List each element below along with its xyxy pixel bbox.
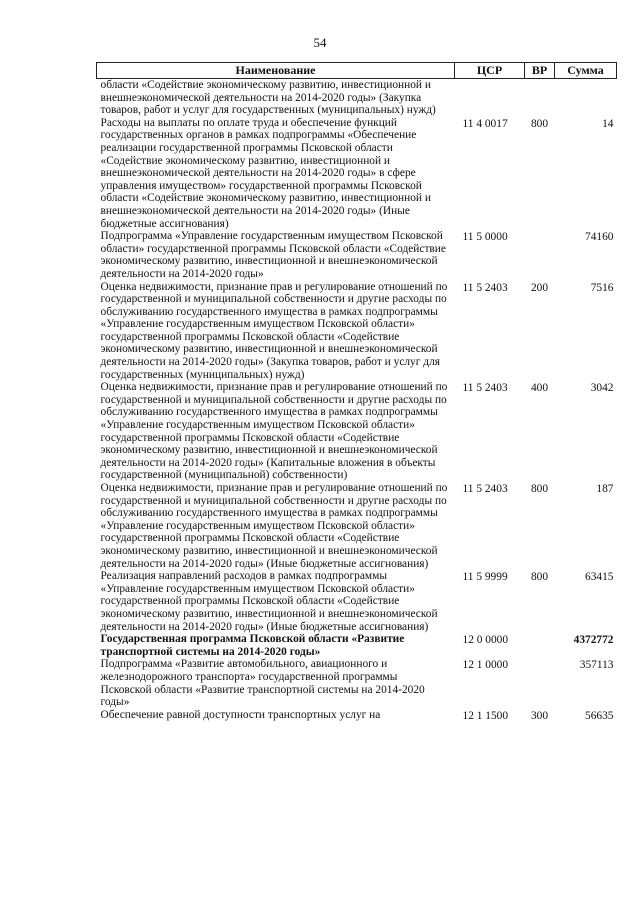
row-name: Реализация направлений расходов в рамках подпрограммы «Управление государственным имуществом Псковской области» государственной программы Псковской области «Содействие экономическому развитию, инвестиционной и внешнеэкономической деятельности на 2014-2020 годы» (Иные бюджетные ассигнования) bbox=[100, 570, 438, 633]
row-vr bbox=[525, 658, 555, 708]
row-name: области «Содействие экономическому развитию, инвестиционной и внешнеэкономической деятельности на 2014-2020 годы» (Закупка товаров, работ и услуг для государственных (муниципальных) нужд) bbox=[100, 79, 436, 117]
table-body bbox=[97, 79, 617, 723]
row-sum: 14 bbox=[602, 117, 614, 130]
row-sum: 4372772 bbox=[573, 634, 614, 647]
row-name: Оценка недвижимости, признание прав и регулирование отношений по государственной и муниципальной собственности и другие расходы по обслуживанию государственного имущества в рамках подпрограммы «Управление государственным имуществом Псковской области» государственной программы Псковской области «Содействие экономическому развитию, инвестиционной и внешнеэкономической деятельности на 2014-2020 годы» (Закупка товаров, работ и услуг для государственных (муниципальных) нужд) bbox=[100, 280, 448, 381]
budget-table bbox=[96, 62, 617, 722]
row-name: Обеспечение равной доступности транспортных услуг на bbox=[100, 708, 381, 721]
table-header bbox=[97, 63, 617, 79]
table-row bbox=[97, 658, 617, 708]
row-vr: 800 bbox=[530, 483, 549, 495]
row-sum: 56635 bbox=[585, 709, 614, 722]
row-name: Оценка недвижимости, признание прав и регулирование отношений по государственной и муниципальной собственности и другие расходы по обслуживанию государственного имущества в рамках подпрограммы «Управление государственным имуществом Псковской области» государственной программы Псковской области «Содействие экономическому развитию, инвестиционной и внешнеэкономической деятельности на 2014-2020 годы» (Капитальные вложения в объекты государственной (муниципальной) собственности) bbox=[100, 381, 448, 482]
table-row bbox=[97, 482, 617, 570]
row-name: Государственная программа Псковской области «Развитие транспортной системы на 2014-2020 годы» bbox=[100, 633, 405, 658]
row-vr: 300 bbox=[530, 709, 549, 722]
row-csr: 12 0 0000 bbox=[462, 634, 509, 647]
row-sum: 357113 bbox=[579, 659, 614, 672]
row-csr: 11 5 2403 bbox=[462, 281, 508, 294]
row-vr: 800 bbox=[530, 571, 549, 584]
header-csr: ЦСР bbox=[455, 63, 525, 79]
table-row bbox=[97, 633, 617, 658]
row-name: Расходы на выплаты по оплате труда и обеспечение функций государственных органов в рамках подпрограммы «Обеспечение реализации государственной программы Псковской области «Содействие экономическому развитию, инвестиционной и внешнеэкономической деятельности на 2014-2020 годы» в сфере управления имуществом» государственной программы Псковской области «Содействие экономическому развитию, инвестиционной и внешнеэкономической деятельности на 2014-2020 годы» (Иные бюджетные ассигнования) bbox=[100, 116, 431, 230]
table-row bbox=[97, 381, 617, 482]
table-row bbox=[97, 709, 617, 723]
row-name: Оценка недвижимости, признание прав и регулирование отношений по государственной и муниципальной собственности и другие расходы по обслуживанию государственного имущества в рамках подпрограммы «Управление государственным имуществом Псковской области» государственной программы Псковской области «Содействие экономическому развитию, инвестиционной и внешнеэкономической деятельности на 2014-2020 годы» (Иные бюджетные ассигнования) bbox=[100, 482, 448, 570]
row-csr: 11 5 2403 bbox=[462, 483, 508, 495]
row-vr bbox=[525, 633, 555, 658]
row-sum: 187 bbox=[596, 483, 614, 495]
header-sum: Сумма bbox=[555, 63, 617, 79]
row-name: Подпрограмма «Управление государственным имуществом Псковской области» государственной программы Псковской области «Содействие экономическому развитию, инвестиционной и внешнеэкономической деятельности на 2014-2020 годы» bbox=[100, 230, 446, 280]
table-row bbox=[97, 570, 617, 633]
row-vr: 800 bbox=[530, 117, 549, 130]
header-name: Наименование bbox=[97, 63, 455, 79]
header-vr: ВР bbox=[525, 63, 555, 79]
page-number: 54 bbox=[313, 35, 327, 50]
row-csr: 11 5 0000 bbox=[462, 231, 508, 244]
row-sum: 63415 bbox=[585, 571, 614, 584]
table-row bbox=[97, 79, 617, 117]
row-name: Подпрограмма «Развитие автомобильного, авиационного и железнодорожного транспорта» государственной программы Псковской области «Развитие транспортной системы на 2014-2020 годы» bbox=[100, 658, 425, 709]
row-csr: 11 5 2403 bbox=[462, 382, 508, 395]
row-csr bbox=[455, 79, 525, 117]
row-csr: 11 5 9999 bbox=[462, 571, 508, 584]
row-sum bbox=[555, 79, 617, 117]
table-row bbox=[97, 281, 617, 382]
row-sum: 7516 bbox=[590, 281, 614, 294]
row-vr: 200 bbox=[530, 281, 549, 294]
row-csr: 12 1 0000 bbox=[462, 659, 509, 672]
row-vr: 400 bbox=[530, 382, 549, 395]
row-sum: 3042 bbox=[590, 382, 614, 395]
table-row bbox=[97, 117, 617, 230]
row-vr bbox=[525, 230, 555, 280]
row-csr: 11 4 0017 bbox=[462, 117, 508, 130]
row-sum: 74160 bbox=[585, 231, 614, 244]
row-csr: 12 1 1500 bbox=[462, 709, 509, 722]
row-vr bbox=[525, 79, 555, 117]
table-row bbox=[97, 230, 617, 280]
